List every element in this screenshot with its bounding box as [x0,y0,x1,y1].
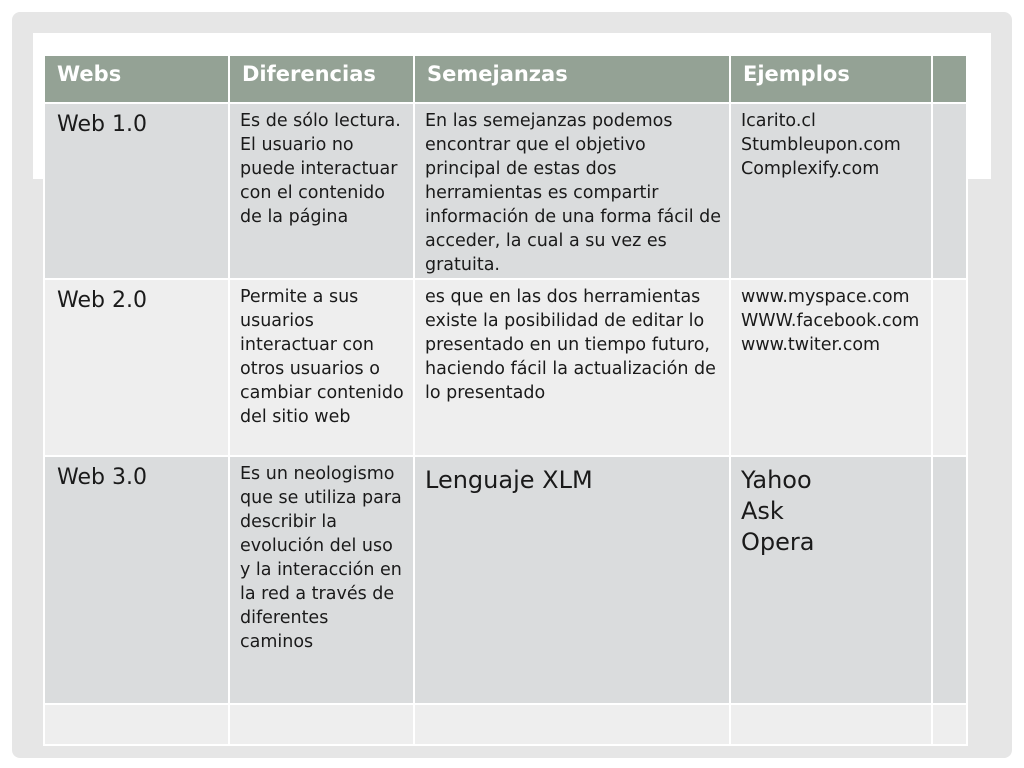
cell-empty [730,704,932,745]
header-semejanzas: Semejanzas [414,55,730,103]
example-link: Ask [741,497,784,525]
cell-semejanzas: Lenguaje XLM [414,456,730,704]
example-link: Stumbleupon.com [741,135,901,155]
cell-ejemplos [730,456,932,704]
cell-semejanzas: es que en las dos herramientas existe la posibilidad de editar lo presentado en un tiempo futuro, haciendo fácil la actualización de lo presentado [414,279,730,456]
cell-empty [414,704,730,745]
cell-web-name: Web 2.0 [44,279,229,456]
table-header-row [44,55,967,103]
example-link: Icarito.cl [741,111,816,131]
cell-diferencias: Es un neologismo que se utiliza para describir la evolución del uso y la interacción en la red a través de diferentes caminos [229,456,414,704]
header-diferencias: Diferencias [229,55,414,103]
cell-diferencias: Es de sólo lectura. El usuario no puede interactuar con el contenido de la página [229,103,414,279]
example-link: www.twiter.com [741,335,881,355]
cell-empty [932,279,967,456]
table-row-empty [44,704,967,745]
header-empty [932,55,967,103]
table-row-web3 [44,456,967,704]
cell-diferencias: Permite a sus usuarios interactuar con otros usuarios o cambiar contenido del sitio web [229,279,414,456]
comparison-table-container [43,54,966,742]
cell-semejanzas: En las semejanzas podemos encontrar que el objetivo principal de estas dos herramientas es compartir información de una forma fácil de acceder, la cual a su vez es gratuita. [414,103,730,279]
cell-ejemplos [730,279,932,456]
example-link: www.myspace.com [741,287,910,307]
example-link: WWW.facebook.com [741,311,920,331]
comparison-table [43,54,968,746]
cell-empty [932,456,967,704]
example-link: Complexify.com [741,159,880,179]
cell-web-name: Web 1.0 [44,103,229,279]
example-link: Yahoo [741,466,812,494]
table-row-web1 [44,103,967,279]
cell-empty [229,704,414,745]
cell-web-name: Web 3.0 [44,456,229,704]
header-ejemplos: Ejemplos [730,55,932,103]
table-row-web2 [44,279,967,456]
header-webs: Webs [44,55,229,103]
cell-ejemplos [730,103,932,279]
example-link: Opera [741,528,815,556]
cell-empty [932,704,967,745]
cell-empty [932,103,967,279]
cell-empty [44,704,229,745]
